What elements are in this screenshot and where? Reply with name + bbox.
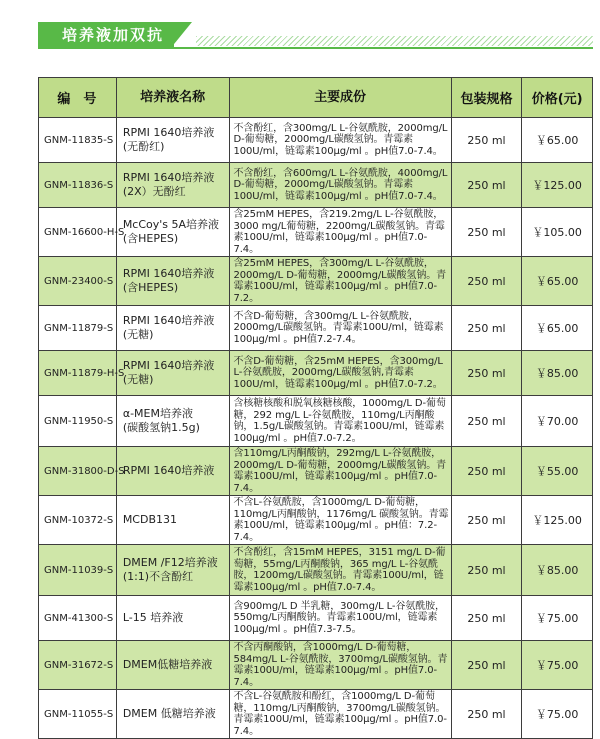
table-row [39, 396, 593, 447]
product-code: GNM-16600-H-S [39, 208, 117, 257]
product-components: 不含酚红，含600mg/L L-谷氨酰胺，4000mg/L D-葡萄糖，2000mg/L碳酸氢钠。青霉素100U/ml，链霉素100μg/ml 。pH值7.0-7.4。 [230, 163, 451, 208]
product-spec: 250 ml [451, 690, 522, 739]
product-code: GNM-11835-S [39, 118, 117, 163]
banner-tab [170, 22, 192, 49]
product-components: 不含D-葡萄糖，含25mM HEPES，含300mg/L L-谷氨酰胺，2000mg/L碳酸氢钠,青霉素100U/ml，链霉素100μg/ml 。pH值7.0-7.2。 [230, 351, 451, 396]
table-row [39, 257, 593, 306]
product-price: ￥55.00 [522, 447, 593, 496]
product-code: GNM-11950-S [39, 396, 117, 447]
product-price: ￥65.00 [522, 118, 593, 163]
product-spec: 250 ml [451, 163, 522, 208]
product-components: 含900mg/L D 半乳糖，300mg/L L-谷氨酰胺，550mg/L丙酮酸钠。青霉素100U/ml，链霉素100μg/ml 。pH值7.3-7.5。 [230, 596, 451, 641]
product-spec: 250 ml [451, 447, 522, 496]
product-components: 不含酚红，含300mg/L L-谷氨酰胺，2000mg/L D-葡萄糖，2000mg/L碳酸氢钠。青霉素100U/ml，链霉素100μg/ml 。pH值7.0-7.4。 [230, 118, 451, 163]
product-price: ￥85.00 [522, 351, 593, 396]
section-title: 培养液加双抗 [62, 26, 165, 44]
product-spec: 250 ml [451, 596, 522, 641]
table-row [39, 496, 593, 545]
product-components: 不含L-谷氨酰胺和酚红，含1000mg/L D-葡萄糖，110mg/L丙酮酸钠，3700mg/L碳酸氢钠。青霉素100U/ml，链霉素100μg/ml 。pH值7.0-7.4。 [230, 690, 451, 739]
section-banner [0, 0, 600, 52]
product-code: GNM-11879-H-S [39, 351, 117, 396]
product-code: GNM-11836-S [39, 163, 117, 208]
product-name: L-15 培养液 [116, 596, 230, 641]
product-name: RPMI 1640培养液 [116, 447, 230, 496]
product-code: GNM-11879-S [39, 306, 117, 351]
table-row [39, 596, 593, 641]
product-spec: 250 ml [451, 208, 522, 257]
table-row [39, 163, 593, 208]
product-price: ￥75.00 [522, 596, 593, 641]
table-header-row [39, 78, 593, 118]
product-price: ￥70.00 [522, 396, 593, 447]
product-code: GNM-10372-S [39, 496, 117, 545]
table-row [39, 545, 593, 596]
product-spec: 250 ml [451, 545, 522, 596]
table-row [39, 351, 593, 396]
product-price: ￥125.00 [522, 496, 593, 545]
table-row [39, 306, 593, 351]
product-components: 含25mM HEPES，含300mg/L L-谷氨酰胺，2000mg/L D-葡萄糖，2000mg/L碳酸氢钠。青霉素100U/ml，链霉素100μg/ml 。pH值7.0-7.2。 [230, 257, 451, 306]
product-price: ￥105.00 [522, 208, 593, 257]
product-price: ￥75.00 [522, 690, 593, 739]
product-name: McCoy's 5A培养液 (含HEPES) [116, 208, 230, 257]
product-code: GNM-11039-S [39, 545, 117, 596]
header-spec: 包装规格 [451, 78, 522, 118]
product-price: ￥125.00 [522, 163, 593, 208]
product-name: α-MEM培养液 (碳酸氢钠1.5g) [116, 396, 230, 447]
table-row [39, 690, 593, 739]
product-components: 不含D-葡萄糖，含300mg/L L-谷氨酰胺，2000mg/L碳酸氢钠。青霉素100U/ml，链霉素100μg/ml 。pH值7.2-7.4。 [230, 306, 451, 351]
product-spec: 250 ml [451, 306, 522, 351]
product-components: 含核糖核酸和脱氧核糖核酸，1000mg/L D-葡萄糖，292 mg/L L-谷氨酰胺，110mg/L丙酮酸钠，1.5g/L碳酸氢钠。青霉素100U/ml，链霉素100μg/ml 。pH值7.0-7.2。 [230, 396, 451, 447]
product-name: DMEM低糖培养液 [116, 641, 230, 690]
product-price: ￥75.00 [522, 641, 593, 690]
product-name: RPMI 1640培养液 (无酚红) [116, 118, 230, 163]
product-spec: 250 ml [451, 641, 522, 690]
product-price: ￥65.00 [522, 257, 593, 306]
header-components: 主要成份 [230, 78, 451, 118]
product-code: GNM-31800-D-S [39, 447, 117, 496]
product-name: RPMI 1640培养液 (无糖) [116, 351, 230, 396]
banner-stripe [196, 36, 593, 46]
product-code: GNM-23400-S [39, 257, 117, 306]
table-row [39, 208, 593, 257]
product-components: 含110mg/L丙酮酸钠，292mg/L L-谷氨酰胺，2000mg/L D-葡萄糖，2000mg/L碳酸氢钠。青霉素100U/ml，链霉素100μg/ml 。pH值7.0-7.4。 [230, 447, 451, 496]
product-spec: 250 ml [451, 496, 522, 545]
header-price: 价格(元) [522, 78, 593, 118]
product-name: MCDB131 [116, 496, 230, 545]
product-code: GNM-31672-S [39, 641, 117, 690]
product-name: RPMI 1640培养液 (无糖) [116, 306, 230, 351]
product-table [38, 77, 593, 739]
product-name: RPMI 1640培养液 (2X）无酚红 [116, 163, 230, 208]
product-spec: 250 ml [451, 396, 522, 447]
product-code: GNM-11055-S [39, 690, 117, 739]
product-price: ￥85.00 [522, 545, 593, 596]
product-code: GNM-41300-S [39, 596, 117, 641]
table-row [39, 118, 593, 163]
header-name: 培养液名称 [116, 78, 230, 118]
product-spec: 250 ml [451, 118, 522, 163]
product-spec: 250 ml [451, 351, 522, 396]
product-components: 含25mM HEPES，含219.2mg/L L-谷氨酰胺，3000 mg/L葡萄糖，2200mg/L碳酸氢钠。青霉素100U/ml，链霉素100μg/ml 。pH值7.0-7.4。 [230, 208, 451, 257]
product-name: RPMI 1640培养液 (含HEPES) [116, 257, 230, 306]
product-name: DMEM 低糖培养液 [116, 690, 230, 739]
product-components: 不含丙酮酸钠，含1000mg/L D-葡萄糖，584mg/L L-谷氨酰胺，3700mg/L碳酸氢钠。青霉素100U/ml，链霉素100μg/ml 。pH值7.0-7.4。 [230, 641, 451, 690]
product-price: ￥65.00 [522, 306, 593, 351]
table-row [39, 447, 593, 496]
product-name: DMEM /F12培养液 (1:1)不含酚红 [116, 545, 230, 596]
product-components: 不含酚红，含15mM HEPES，3151 mg/L D-葡萄糖，55mg/L丙酮酸钠，365 mg/L L-谷氨酰胺，1200mg/L碳酸氢钠。青霉素100U/ml，链霉素100μg/ml 。pH值7.0-7.4。 [230, 545, 451, 596]
product-components: 不含L-谷氨酰胺，含1000mg/L D-葡萄糖，110mg/L丙酮酸钠，1176mg/L 碳酸氢钠。青霉素100U/ml，链霉素100μg/ml 。pH值：7.2-7.4。 [230, 496, 451, 545]
product-spec: 250 ml [451, 257, 522, 306]
header-code: 编 号 [39, 78, 117, 118]
table-row [39, 641, 593, 690]
